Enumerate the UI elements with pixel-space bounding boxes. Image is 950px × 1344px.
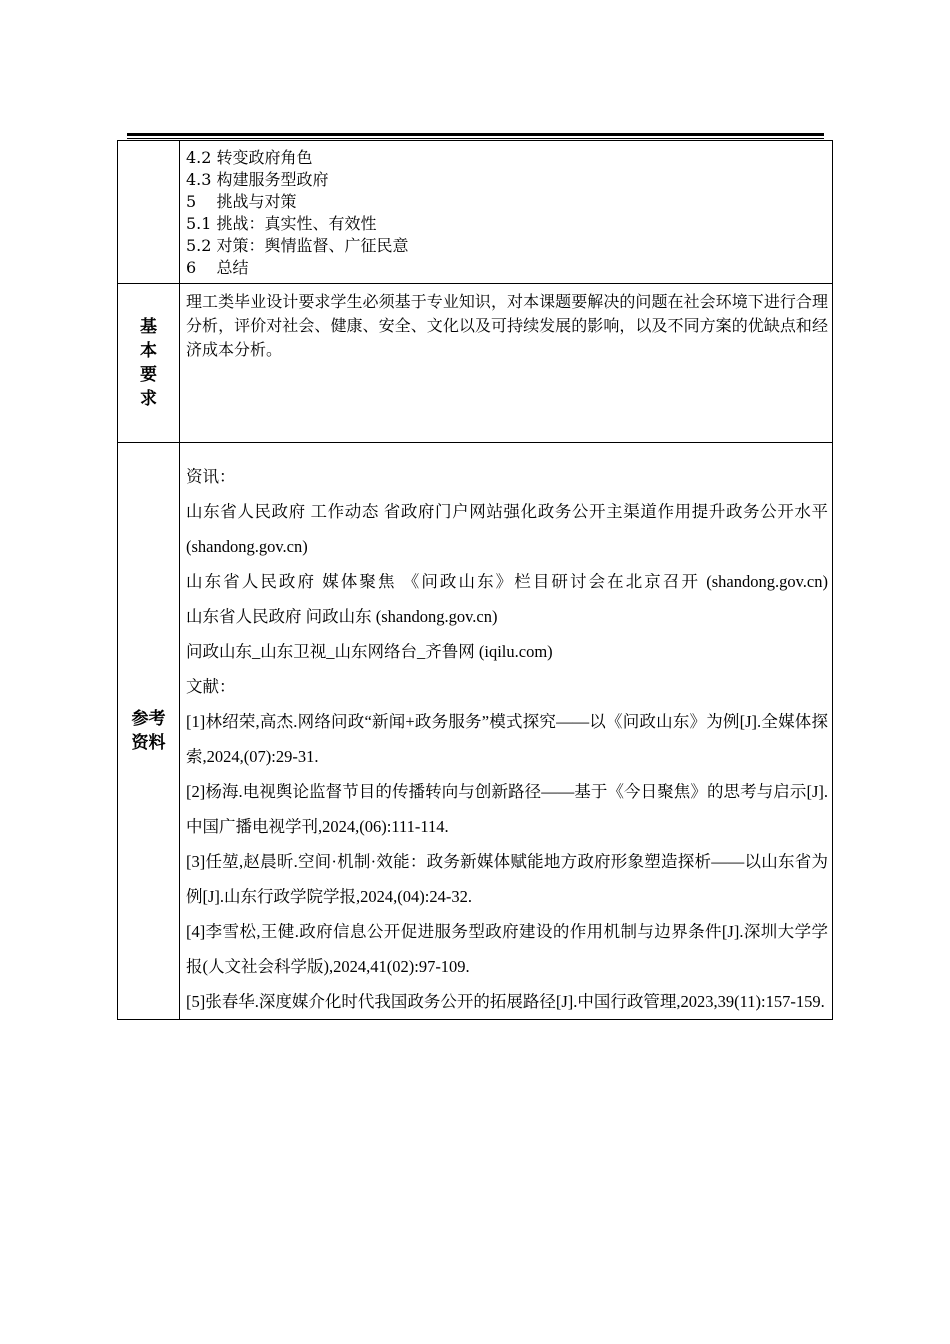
outline-list [180,141,832,283]
news-item: 山东省人民政府 媒体聚焦 《问政山东》栏目研讨会在北京召开 (shandong.gov.cn) [186,572,828,591]
outline-line: 5 挑战与对策 [186,192,297,211]
label-line: 资料 [131,733,166,753]
outline-line: 4.2 转变政府角色 [186,148,313,167]
outline-line: 6 总结 [186,258,249,277]
literature-item: [2]杨海.电视舆论监督节目的传播转向与创新路径——基于《今日聚焦》的思考与启示[J].中国广播电视学刊,2024,(06):111-114. [186,782,828,836]
references-row [118,443,833,1020]
thesis-task-table [117,140,833,1020]
requirements-row [118,284,833,443]
header-rule-thick [127,133,824,136]
outline-line: 5.2 对策：舆情监督、广征民意 [186,236,409,255]
news-item: 问政山东_山东卫视_山东网络台_齐鲁网 (iqilu.com) [186,642,553,661]
news-item: 山东省人民政府 问政山东 (shandong.gov.cn) [186,607,498,626]
literature-item: [4]李雪松,王健.政府信息公开促进服务型政府建设的作用机制与边界条件[J].深圳大学学报(人文社会科学版),2024,41(02):97-109. [186,922,828,976]
references-label [118,443,180,1020]
label-line: 参考 [131,709,166,729]
news-heading: 资讯： [186,467,236,486]
literature-heading: 文献： [186,677,236,696]
outline-row [118,141,833,284]
requirements-text: 理工类毕业设计要求学生必须基于专业知识，对本课题要解决的问题在社会环境下进行合理分析，评价对社会、健康、安全、文化以及可持续发展的影响，以及不同方案的优缺点和经济成本分析。 [186,292,828,359]
outline-line: 5.1 挑战：真实性、有效性 [186,214,377,233]
header-rule-thin [127,138,824,139]
label-char: 求 [140,389,157,409]
literature-item: [3]任堃,赵晨昕.空间·机制·效能：政务新媒体赋能地方政府形象塑造探析——以山东省为例[J].山东行政学院学报,2024,(04):24-32. [186,852,828,906]
literature-item: [5]张春华.深度媒介化时代我国政务公开的拓展路径[J].中国行政管理,2023,39(11):157-159. [186,992,825,1011]
label-char: 基 [140,317,157,337]
literature-item: [1]林绍荣,高杰.网络问政“新闻+政务服务”模式探究——以《问政山东》为例[J].全媒体探索,2024,(07):29-31. [186,712,828,766]
references-list [180,443,832,1019]
label-char: 本 [140,341,157,361]
label-char: 要 [140,365,157,385]
outline-label-cell [118,141,180,284]
requirements-label [118,284,180,443]
references-content-cell [180,443,833,1020]
requirements-content-cell [180,284,833,443]
news-item: 山东省人民政府 工作动态 省政府门户网站强化政务公开主渠道作用提升政务公开水平 (shandong.gov.cn) [186,502,828,556]
outline-content-cell [180,141,833,284]
outline-line: 4.3 构建服务型政府 [186,170,329,189]
